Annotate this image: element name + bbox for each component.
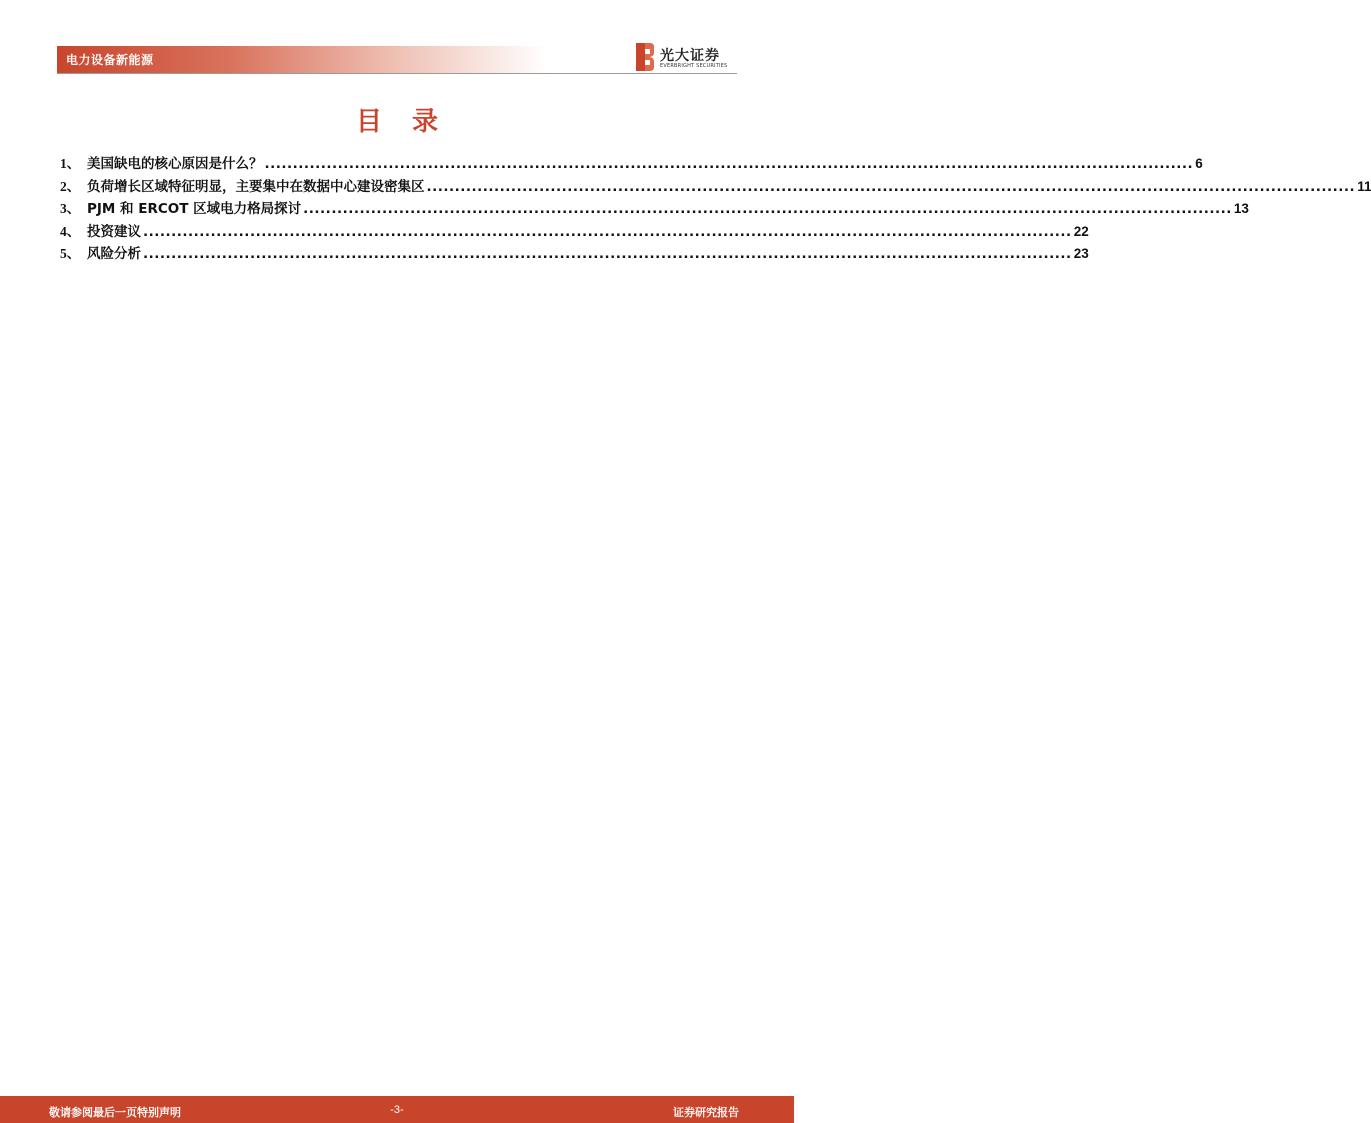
toc-title: 目录 bbox=[355, 107, 468, 137]
toc-entry-number: 5、 bbox=[60, 246, 81, 261]
toc-entry-title: PJM 和 ERCOT 区域电力格局探讨 bbox=[87, 201, 302, 217]
toc-leader-dots: ..................................................................................................................................................................... bbox=[264, 156, 1194, 172]
header-divider bbox=[57, 73, 737, 74]
toc-entry-title: 风险分析 bbox=[87, 246, 141, 262]
toc-entry-number: 3、 bbox=[60, 201, 81, 216]
footer-disclaimer: 敬请参阅最后一页特别声明 bbox=[49, 1106, 181, 1119]
toc-entry-title: 投资建议 bbox=[87, 223, 141, 240]
logo-text-cn: 光大证券 bbox=[660, 48, 720, 64]
toc-leader-dots: ..................................................................................................................................................................... bbox=[143, 223, 1072, 240]
logo-mark-icon bbox=[636, 43, 654, 71]
toc-entry-number: 1、 bbox=[60, 156, 81, 171]
toc-entry-page: 13 bbox=[1233, 201, 1249, 216]
toc-leader-dots: ..................................................................................................................................................................... bbox=[426, 178, 1356, 195]
table-of-contents bbox=[60, 152, 1371, 265]
section-label: 电力设备新能源 bbox=[66, 53, 154, 67]
toc-entry-number: 2、 bbox=[60, 178, 81, 194]
toc-entry-number: 4、 bbox=[60, 223, 81, 239]
toc-entry-page: 6 bbox=[1195, 156, 1203, 171]
toc-entry-page: 23 bbox=[1073, 246, 1089, 261]
page-number: -3- bbox=[390, 1104, 404, 1116]
toc-entry-title: 美国缺电的核心原因是什么？ bbox=[87, 156, 263, 172]
toc-leader-dots: ..................................................................................................................................................................... bbox=[143, 246, 1072, 262]
toc-entry[interactable] bbox=[60, 220, 1089, 243]
toc-entry-page: 11 bbox=[1357, 178, 1371, 194]
logo-text-en: EVERBRIGHT SECURITIES bbox=[660, 63, 728, 69]
toc-entry[interactable] bbox=[60, 175, 1371, 198]
footer-report-type: 证券研究报告 bbox=[673, 1106, 739, 1119]
toc-entry[interactable] bbox=[60, 242, 1089, 265]
toc-entry[interactable] bbox=[60, 152, 1203, 175]
toc-entry[interactable] bbox=[60, 197, 1249, 220]
toc-leader-dots: ..................................................................................................................................................................... bbox=[303, 201, 1232, 217]
toc-entry-title: 负荷增长区域特征明显，主要集中在数据中心建设密集区 bbox=[87, 178, 425, 195]
company-logo bbox=[636, 43, 736, 73]
toc-entry-page: 22 bbox=[1073, 223, 1089, 239]
